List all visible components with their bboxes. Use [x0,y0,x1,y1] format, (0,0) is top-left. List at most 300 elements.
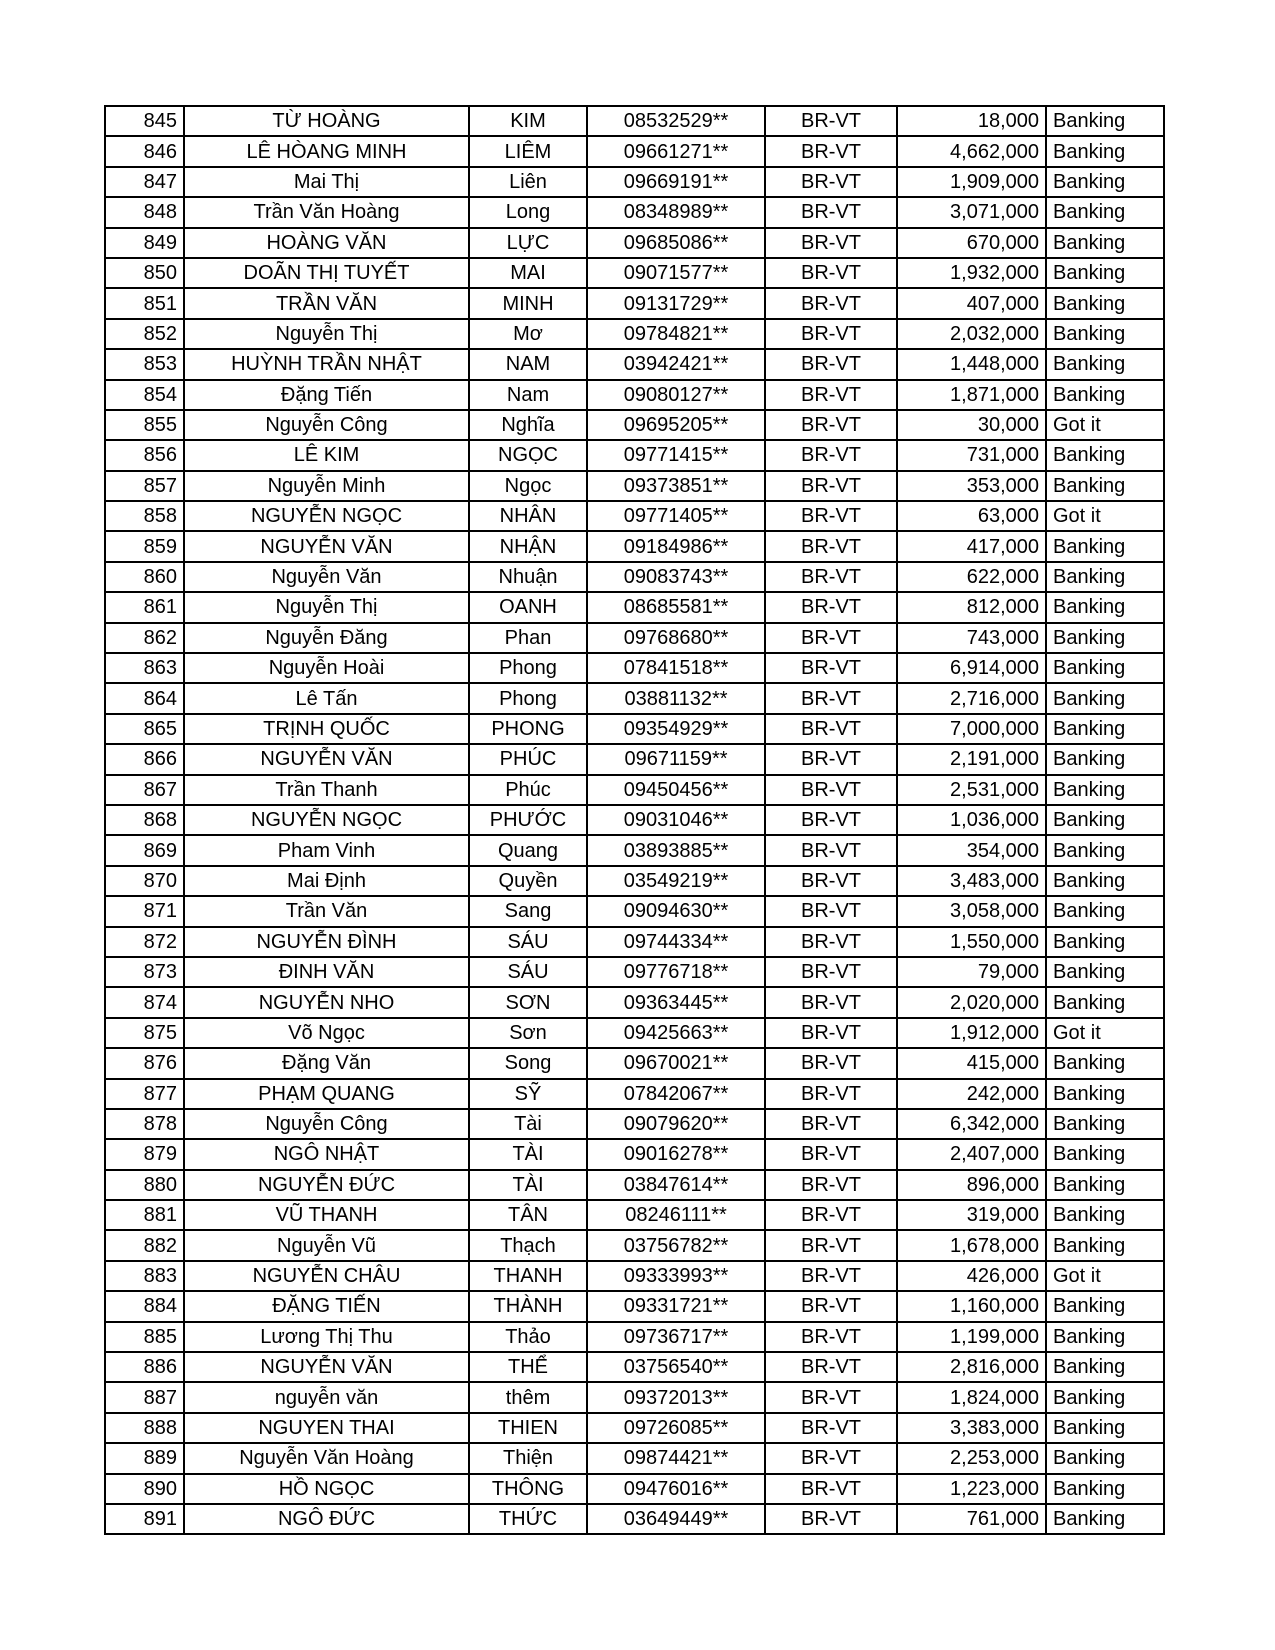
phone-cell: 09661271** [587,136,765,166]
last-name-cell: NAM [469,349,587,379]
phone-cell: 09363445** [587,987,765,1017]
region-cell: BR-VT [765,349,897,379]
status-cell: Banking [1046,1200,1164,1230]
amount-cell: 1,550,000 [897,927,1046,957]
first-name-cell: Võ Ngọc [184,1018,469,1048]
row-number-cell: 849 [105,228,184,258]
last-name-cell: LỰC [469,228,587,258]
row-number-cell: 866 [105,744,184,774]
status-cell: Banking [1046,471,1164,501]
last-name-cell: NHÂN [469,501,587,531]
row-number-cell: 857 [105,471,184,501]
row-number-cell: 874 [105,987,184,1017]
status-cell: Banking [1046,744,1164,774]
first-name-cell: Nguyễn Công [184,410,469,440]
row-number-cell: 861 [105,592,184,622]
region-cell: BR-VT [765,380,897,410]
first-name-cell: Trần Văn [184,896,469,926]
table-row [105,775,1164,805]
last-name-cell: THỂ [469,1352,587,1382]
status-cell: Got it [1046,501,1164,531]
amount-cell: 743,000 [897,623,1046,653]
amount-cell: 30,000 [897,410,1046,440]
phone-cell: 09450456** [587,775,765,805]
phone-cell: 09333993** [587,1261,765,1291]
amount-cell: 1,909,000 [897,167,1046,197]
phone-cell: 09685086** [587,228,765,258]
phone-cell: 03893885** [587,835,765,865]
table-row [105,1261,1164,1291]
last-name-cell: Sang [469,896,587,926]
phone-cell: 09079620** [587,1109,765,1139]
amount-cell: 2,531,000 [897,775,1046,805]
first-name-cell: NGUYỄN ĐỨC [184,1170,469,1200]
table-row [105,1291,1164,1321]
row-number-cell: 884 [105,1291,184,1321]
last-name-cell: NHẬN [469,531,587,561]
table-row [105,106,1164,136]
table-row [105,1079,1164,1109]
table-row [105,1200,1164,1230]
last-name-cell: THIEN [469,1413,587,1443]
first-name-cell: Lương Thị Thu [184,1322,469,1352]
status-cell: Banking [1046,562,1164,592]
phone-cell: 09874421** [587,1443,765,1473]
status-cell: Banking [1046,653,1164,683]
table-row [105,197,1164,227]
amount-cell: 2,032,000 [897,319,1046,349]
table-row [105,1018,1164,1048]
first-name-cell: NGUYỄN VĂN [184,531,469,561]
phone-cell: 09771415** [587,440,765,470]
phone-cell: 09083743** [587,562,765,592]
last-name-cell: TÂN [469,1200,587,1230]
amount-cell: 3,058,000 [897,896,1046,926]
member-table [104,105,1165,1535]
first-name-cell: NGUYEN THAI [184,1413,469,1443]
amount-cell: 761,000 [897,1504,1046,1534]
last-name-cell: Phúc [469,775,587,805]
amount-cell: 3,483,000 [897,866,1046,896]
first-name-cell: Nguyễn Vũ [184,1230,469,1260]
table-row [105,623,1164,653]
amount-cell: 7,000,000 [897,714,1046,744]
amount-cell: 3,383,000 [897,1413,1046,1443]
region-cell: BR-VT [765,501,897,531]
status-cell: Banking [1046,835,1164,865]
amount-cell: 1,448,000 [897,349,1046,379]
row-number-cell: 863 [105,653,184,683]
region-cell: BR-VT [765,835,897,865]
status-cell: Banking [1046,1170,1164,1200]
last-name-cell: SÁU [469,927,587,957]
table-row [105,167,1164,197]
region-cell: BR-VT [765,1443,897,1473]
last-name-cell: PHƯỚC [469,805,587,835]
amount-cell: 79,000 [897,957,1046,987]
row-number-cell: 867 [105,775,184,805]
amount-cell: 670,000 [897,228,1046,258]
status-cell: Banking [1046,623,1164,653]
region-cell: BR-VT [765,896,897,926]
row-number-cell: 889 [105,1443,184,1473]
region-cell: BR-VT [765,1322,897,1352]
phone-cell: 03649449** [587,1504,765,1534]
status-cell: Got it [1046,1261,1164,1291]
table-row [105,531,1164,561]
row-number-cell: 873 [105,957,184,987]
last-name-cell: Phong [469,653,587,683]
status-cell: Banking [1046,136,1164,166]
table-row [105,1048,1164,1078]
table-row [105,288,1164,318]
status-cell: Banking [1046,1079,1164,1109]
phone-cell: 09736717** [587,1322,765,1352]
region-cell: BR-VT [765,1048,897,1078]
status-cell: Banking [1046,1352,1164,1382]
status-cell: Banking [1046,1443,1164,1473]
region-cell: BR-VT [765,1382,897,1412]
region-cell: BR-VT [765,1200,897,1230]
status-cell: Banking [1046,1048,1164,1078]
last-name-cell: LIÊM [469,136,587,166]
status-cell: Banking [1046,775,1164,805]
amount-cell: 426,000 [897,1261,1046,1291]
row-number-cell: 880 [105,1170,184,1200]
region-cell: BR-VT [765,1109,897,1139]
region-cell: BR-VT [765,866,897,896]
phone-cell: 09776718** [587,957,765,987]
first-name-cell: Nguyễn Văn Hoàng [184,1443,469,1473]
first-name-cell: DOÃN THỊ TUYẾT [184,258,469,288]
last-name-cell: Thạch [469,1230,587,1260]
first-name-cell: LÊ KIM [184,440,469,470]
last-name-cell: Song [469,1048,587,1078]
status-cell: Banking [1046,896,1164,926]
amount-cell: 812,000 [897,592,1046,622]
last-name-cell: SÁU [469,957,587,987]
status-cell: Banking [1046,1139,1164,1169]
table-row [105,410,1164,440]
table-row [105,866,1164,896]
phone-cell: 09131729** [587,288,765,318]
phone-cell: 09373851** [587,471,765,501]
table-row [105,380,1164,410]
first-name-cell: NGUYỄN NHO [184,987,469,1017]
last-name-cell: PHÚC [469,744,587,774]
last-name-cell: TÀI [469,1170,587,1200]
first-name-cell: VŨ THANH [184,1200,469,1230]
region-cell: BR-VT [765,1413,897,1443]
status-cell: Banking [1046,683,1164,713]
last-name-cell: OANH [469,592,587,622]
amount-cell: 1,199,000 [897,1322,1046,1352]
region-cell: BR-VT [765,775,897,805]
status-cell: Banking [1046,167,1164,197]
region-cell: BR-VT [765,1474,897,1504]
phone-cell: 07842067** [587,1079,765,1109]
table-row [105,1443,1164,1473]
last-name-cell: Tài [469,1109,587,1139]
row-number-cell: 877 [105,1079,184,1109]
row-number-cell: 869 [105,835,184,865]
region-cell: BR-VT [765,957,897,987]
row-number-cell: 852 [105,319,184,349]
member-table-body [105,106,1164,1534]
region-cell: BR-VT [765,623,897,653]
first-name-cell: Mai Thị [184,167,469,197]
amount-cell: 6,914,000 [897,653,1046,683]
phone-cell: 08532529** [587,106,765,136]
status-cell: Banking [1046,106,1164,136]
last-name-cell: SỸ [469,1079,587,1109]
amount-cell: 6,342,000 [897,1109,1046,1139]
table-row [105,136,1164,166]
row-number-cell: 858 [105,501,184,531]
table-row [105,1109,1164,1139]
amount-cell: 1,678,000 [897,1230,1046,1260]
first-name-cell: Pham Vinh [184,835,469,865]
status-cell: Banking [1046,927,1164,957]
status-cell: Got it [1046,410,1164,440]
amount-cell: 319,000 [897,1200,1046,1230]
region-cell: BR-VT [765,927,897,957]
row-number-cell: 859 [105,531,184,561]
first-name-cell: NGÔ NHẬT [184,1139,469,1169]
amount-cell: 1,824,000 [897,1382,1046,1412]
region-cell: BR-VT [765,319,897,349]
first-name-cell: NGUYỄN NGỌC [184,501,469,531]
row-number-cell: 878 [105,1109,184,1139]
amount-cell: 1,223,000 [897,1474,1046,1504]
phone-cell: 03549219** [587,866,765,896]
row-number-cell: 865 [105,714,184,744]
first-name-cell: HUỲNH TRẦN NHẬT [184,349,469,379]
first-name-cell: NGUYỄN VĂN [184,744,469,774]
last-name-cell: THANH [469,1261,587,1291]
amount-cell: 2,191,000 [897,744,1046,774]
phone-cell: 08685581** [587,592,765,622]
phone-cell: 08348989** [587,197,765,227]
amount-cell: 415,000 [897,1048,1046,1078]
first-name-cell: Nguyễn Minh [184,471,469,501]
amount-cell: 896,000 [897,1170,1046,1200]
last-name-cell: Ngọc [469,471,587,501]
phone-cell: 09080127** [587,380,765,410]
row-number-cell: 888 [105,1413,184,1443]
phone-cell: 09670021** [587,1048,765,1078]
last-name-cell: THÀNH [469,1291,587,1321]
region-cell: BR-VT [765,1230,897,1260]
last-name-cell: Nhuận [469,562,587,592]
table-row [105,896,1164,926]
row-number-cell: 875 [105,1018,184,1048]
first-name-cell: Trần Văn Hoàng [184,197,469,227]
table-row [105,1322,1164,1352]
row-number-cell: 855 [105,410,184,440]
last-name-cell: Nghĩa [469,410,587,440]
status-cell: Banking [1046,805,1164,835]
status-cell: Banking [1046,1382,1164,1412]
region-cell: BR-VT [765,714,897,744]
last-name-cell: thêm [469,1382,587,1412]
first-name-cell: TỪ HOÀNG [184,106,469,136]
last-name-cell: Sơn [469,1018,587,1048]
row-number-cell: 850 [105,258,184,288]
amount-cell: 2,716,000 [897,683,1046,713]
row-number-cell: 848 [105,197,184,227]
status-cell: Banking [1046,440,1164,470]
phone-cell: 09031046** [587,805,765,835]
last-name-cell: THỨC [469,1504,587,1534]
status-cell: Banking [1046,349,1164,379]
table-row [105,927,1164,957]
row-number-cell: 871 [105,896,184,926]
first-name-cell: PHẠM QUANG [184,1079,469,1109]
phone-cell: 09476016** [587,1474,765,1504]
amount-cell: 353,000 [897,471,1046,501]
row-number-cell: 854 [105,380,184,410]
phone-cell: 09094630** [587,896,765,926]
row-number-cell: 870 [105,866,184,896]
status-cell: Banking [1046,1322,1164,1352]
table-row [105,1382,1164,1412]
first-name-cell: Nguyễn Đăng [184,623,469,653]
row-number-cell: 851 [105,288,184,318]
status-cell: Banking [1046,380,1164,410]
last-name-cell: Thảo [469,1322,587,1352]
phone-cell: 09671159** [587,744,765,774]
last-name-cell: Phan [469,623,587,653]
row-number-cell: 864 [105,683,184,713]
table-row [105,683,1164,713]
row-number-cell: 872 [105,927,184,957]
status-cell: Banking [1046,866,1164,896]
first-name-cell: NGUYỄN NGỌC [184,805,469,835]
status-cell: Banking [1046,531,1164,561]
table-row [105,1504,1164,1534]
row-number-cell: 891 [105,1504,184,1534]
amount-cell: 622,000 [897,562,1046,592]
amount-cell: 3,071,000 [897,197,1046,227]
phone-cell: 08246111** [587,1200,765,1230]
amount-cell: 242,000 [897,1079,1046,1109]
region-cell: BR-VT [765,1504,897,1534]
phone-cell: 09372013** [587,1382,765,1412]
amount-cell: 1,912,000 [897,1018,1046,1048]
table-row [105,835,1164,865]
region-cell: BR-VT [765,744,897,774]
region-cell: BR-VT [765,197,897,227]
status-cell: Banking [1046,228,1164,258]
amount-cell: 407,000 [897,288,1046,318]
phone-cell: 09784821** [587,319,765,349]
row-number-cell: 883 [105,1261,184,1291]
phone-cell: 09331721** [587,1291,765,1321]
phone-cell: 09071577** [587,258,765,288]
amount-cell: 417,000 [897,531,1046,561]
first-name-cell: ĐẶNG TIẾN [184,1291,469,1321]
table-row [105,1413,1164,1443]
table-row [105,957,1164,987]
phone-cell: 03847614** [587,1170,765,1200]
row-number-cell: 853 [105,349,184,379]
first-name-cell: NGUYỄN VĂN [184,1352,469,1382]
region-cell: BR-VT [765,167,897,197]
region-cell: BR-VT [765,1261,897,1291]
region-cell: BR-VT [765,288,897,318]
amount-cell: 2,816,000 [897,1352,1046,1382]
table-row [105,501,1164,531]
last-name-cell: THÔNG [469,1474,587,1504]
status-cell: Banking [1046,197,1164,227]
phone-cell: 09768680** [587,623,765,653]
status-cell: Banking [1046,987,1164,1017]
row-number-cell: 881 [105,1200,184,1230]
amount-cell: 1,036,000 [897,805,1046,835]
row-number-cell: 890 [105,1474,184,1504]
region-cell: BR-VT [765,653,897,683]
status-cell: Banking [1046,714,1164,744]
phone-cell: 03942421** [587,349,765,379]
table-row [105,1230,1164,1260]
row-number-cell: 845 [105,106,184,136]
region-cell: BR-VT [765,1018,897,1048]
last-name-cell: Thiện [469,1443,587,1473]
region-cell: BR-VT [765,1170,897,1200]
table-row [105,440,1164,470]
region-cell: BR-VT [765,1139,897,1169]
status-cell: Banking [1046,1291,1164,1321]
last-name-cell: KIM [469,106,587,136]
row-number-cell: 847 [105,167,184,197]
first-name-cell: TRỊNH QUỐC [184,714,469,744]
amount-cell: 1,871,000 [897,380,1046,410]
region-cell: BR-VT [765,258,897,288]
amount-cell: 18,000 [897,106,1046,136]
region-cell: BR-VT [765,1291,897,1321]
region-cell: BR-VT [765,1079,897,1109]
phone-cell: 09695205** [587,410,765,440]
first-name-cell: TRẦN VĂN [184,288,469,318]
phone-cell: 09771405** [587,501,765,531]
first-name-cell: Nguyễn Thị [184,592,469,622]
first-name-cell: ĐINH VĂN [184,957,469,987]
amount-cell: 1,160,000 [897,1291,1046,1321]
row-number-cell: 887 [105,1382,184,1412]
status-cell: Banking [1046,1413,1164,1443]
table-row [105,805,1164,835]
phone-cell: 09184986** [587,531,765,561]
row-number-cell: 860 [105,562,184,592]
status-cell: Banking [1046,319,1164,349]
table-row [105,471,1164,501]
row-number-cell: 862 [105,623,184,653]
first-name-cell: Nguyễn Thị [184,319,469,349]
region-cell: BR-VT [765,987,897,1017]
amount-cell: 354,000 [897,835,1046,865]
region-cell: BR-VT [765,805,897,835]
last-name-cell: Long [469,197,587,227]
region-cell: BR-VT [765,410,897,440]
last-name-cell: Mơ [469,319,587,349]
first-name-cell: Đặng Văn [184,1048,469,1078]
amount-cell: 731,000 [897,440,1046,470]
region-cell: BR-VT [765,106,897,136]
table-row [105,349,1164,379]
status-cell: Banking [1046,1230,1164,1260]
row-number-cell: 879 [105,1139,184,1169]
